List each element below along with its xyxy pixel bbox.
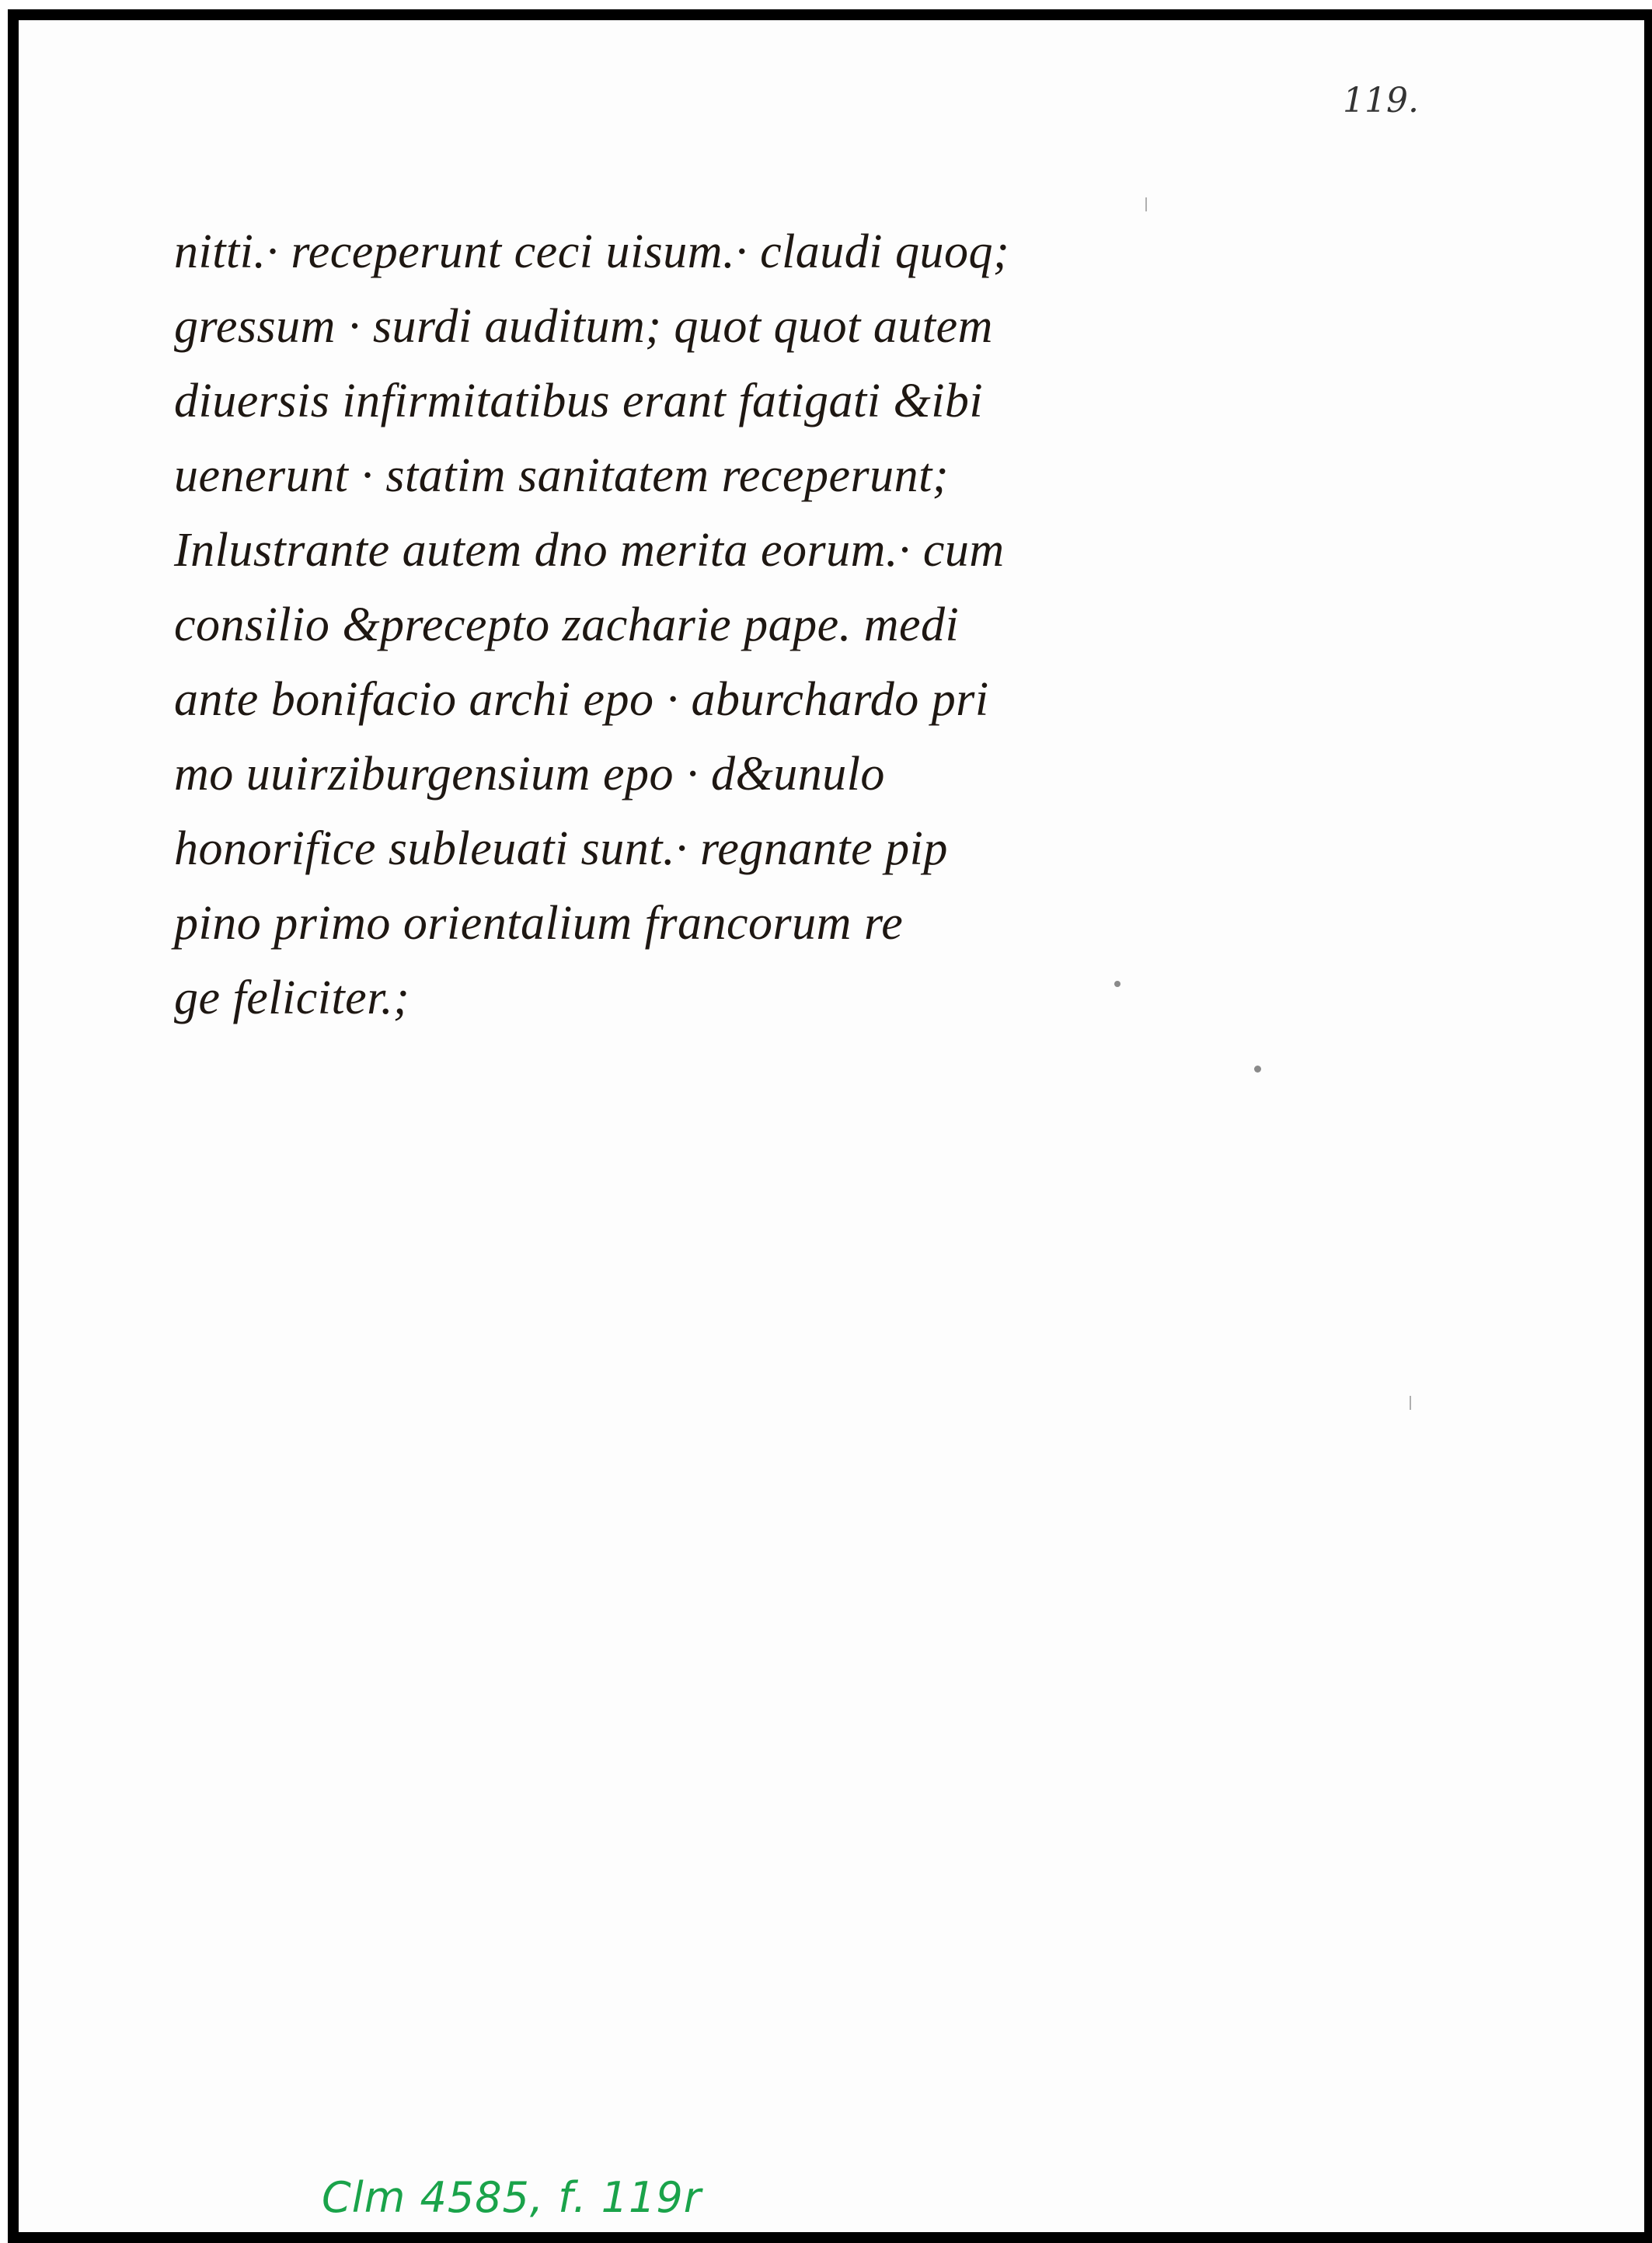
text-line: gressum · surdi auditum; quot quot autem <box>174 300 993 353</box>
text-line: ante bonifacio archi epo · aburchardo pri <box>174 673 989 726</box>
folio-number: 119. <box>1343 81 1419 120</box>
text-line: nitti.· receperunt ceci uisum.· claudi quoq; <box>174 225 1010 278</box>
text-line: Inlustrante autem dno merita eorum.· cum <box>174 524 1005 577</box>
text-line: honorifice subleuati sunt.· regnante pip <box>174 822 948 875</box>
text-line: pino primo orientalium francorum re <box>174 897 904 950</box>
text-line: uenerunt · statim sanitatem receperunt; <box>174 449 949 502</box>
text-line: diuersis infirmitatibus erant fatigati &ibi <box>174 375 984 427</box>
manuscript-text <box>174 215 1200 1035</box>
text-line: mo uuirziburgensium epo · d&unulo <box>174 748 885 801</box>
text-line: ge feliciter.; <box>174 972 410 1024</box>
text-line: consilio &precepto zacharie pape. medi <box>174 598 960 651</box>
paper-mark <box>1145 197 1147 211</box>
paper-speck <box>1254 1066 1261 1073</box>
paper-mark <box>1410 1396 1411 1410</box>
paper-speck <box>1114 981 1121 987</box>
page-frame <box>8 9 1652 2243</box>
shelfmark-annotation: Clm 4585, f. 119r <box>322 2173 702 2222</box>
